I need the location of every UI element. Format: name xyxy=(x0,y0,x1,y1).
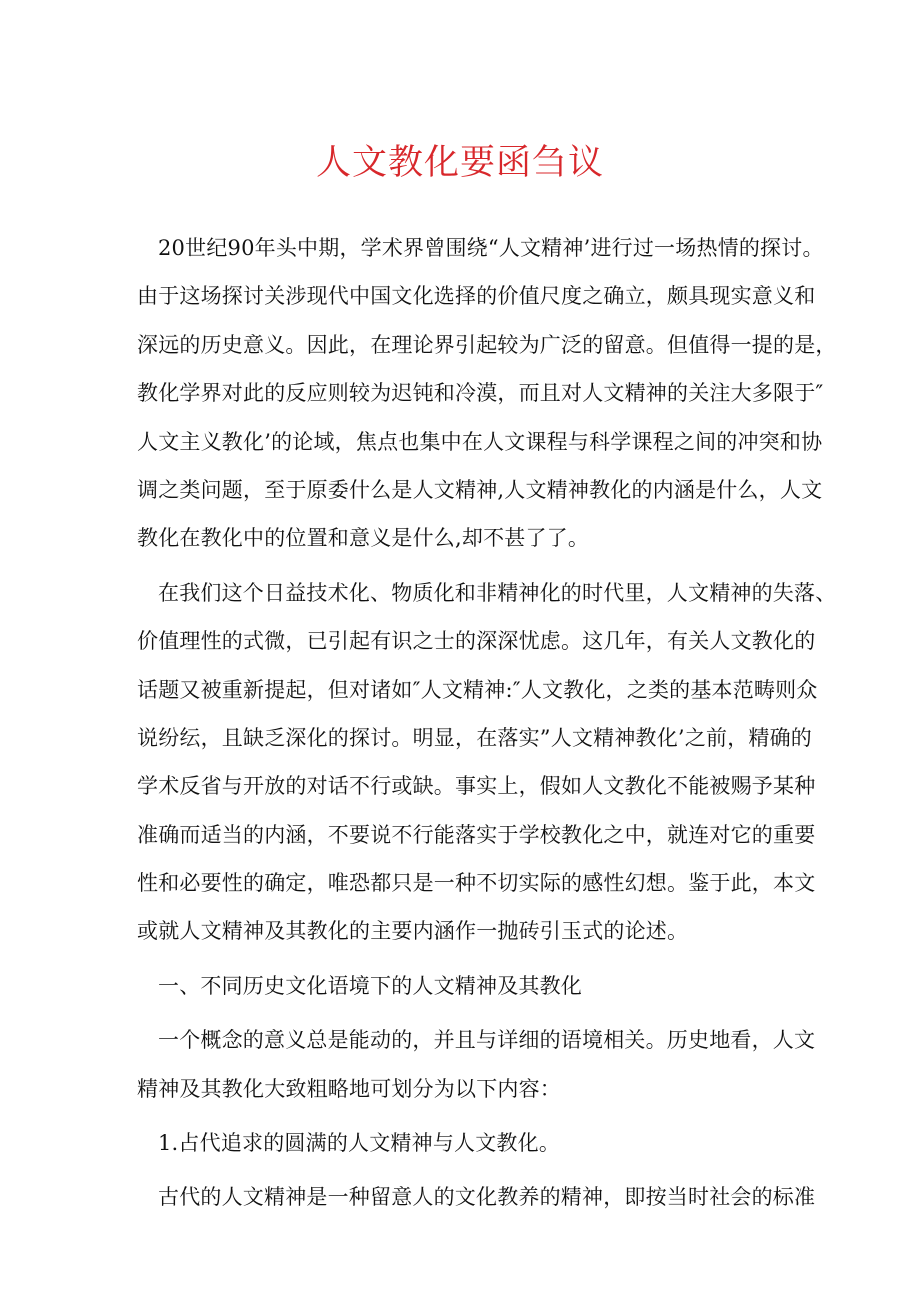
paragraph-line: 深远的历史意义。因此，在理论界引起较为广泛的留意。但值得一提的是， xyxy=(137,332,837,357)
paragraph-line: 教化在教化中的位置和意义是什么,却不甚了了。 xyxy=(137,526,590,551)
paragraph-line: 教化学界对此的反应则较为迟钝和冷漠，而且对人文精神的关注大多限于″ xyxy=(137,381,824,406)
paragraph-line: 或就人文精神及其教化的主要内涵作一抛砖引玉式的论述。 xyxy=(137,919,689,944)
subsection-heading: 1.占代追求的圆满的人文精神与人文教化。 xyxy=(158,1131,561,1156)
paragraph-line: 学术反省与开放的对话不行或缺。事实上，假如人文教化不能被赐予某种 xyxy=(137,774,816,799)
paragraph-line: 价值理性的式微，已引起有识之士的深深忧虑。这几年，有关人文教化的 xyxy=(137,629,816,654)
paragraph-line: 古代的人文精神是一种留意人的文化教养的精神，即按当时社会的标准 xyxy=(158,1185,816,1210)
paragraph-line: 由于这场探讨关涉现代中国文化选择的价值尺度之确立，颇具现实意义和 xyxy=(137,284,816,309)
paragraph-line: 20世纪90年头中期，学术界曾围绕“人文精神’进行过一场热情的探讨。 xyxy=(158,236,824,260)
paragraph-line: 人文主义教化’的论域，焦点也集中在人文课程与科学课程之间的冲突和协 xyxy=(137,429,823,454)
paragraph-line: 话题又被重新提起，但对诸如″人文精神:″人文教化，之类的基本范畴则众 xyxy=(137,677,818,702)
paragraph-line: 说纷纭，且缺乏深化的探讨。明显，在落实”人文精神教化’之前，精确的 xyxy=(137,725,813,750)
paragraph-line: 精神及其教化大致粗略地可划分为以下内容： xyxy=(137,1076,561,1101)
document-title: 人文教化要函刍议 xyxy=(315,143,604,183)
paragraph-line: 性和必要性的确定，唯恐都只是一种不切实际的感性幻想。鉴于此，本文 xyxy=(137,871,816,896)
paragraph-line: 一个概念的意义总是能动的，并且与详细的语境相关。历史地看，人文 xyxy=(158,1028,816,1053)
paragraph-line: 在我们这个日益技术化、物质化和非精神化的时代里，人文精神的失落、 xyxy=(158,580,837,605)
paragraph-line: 准确而适当的内涵，不要说不行能落实于学校教化之中，就连对它的重要 xyxy=(137,822,816,847)
document-body xyxy=(137,224,837,1222)
section-heading: 一、不同历史文化语境下的人文精神及其教化 xyxy=(158,973,582,998)
paragraph-line: 调之类问题，至于原委什么是人文精神,人文精神教化的内涵是什么，人文 xyxy=(137,477,823,502)
